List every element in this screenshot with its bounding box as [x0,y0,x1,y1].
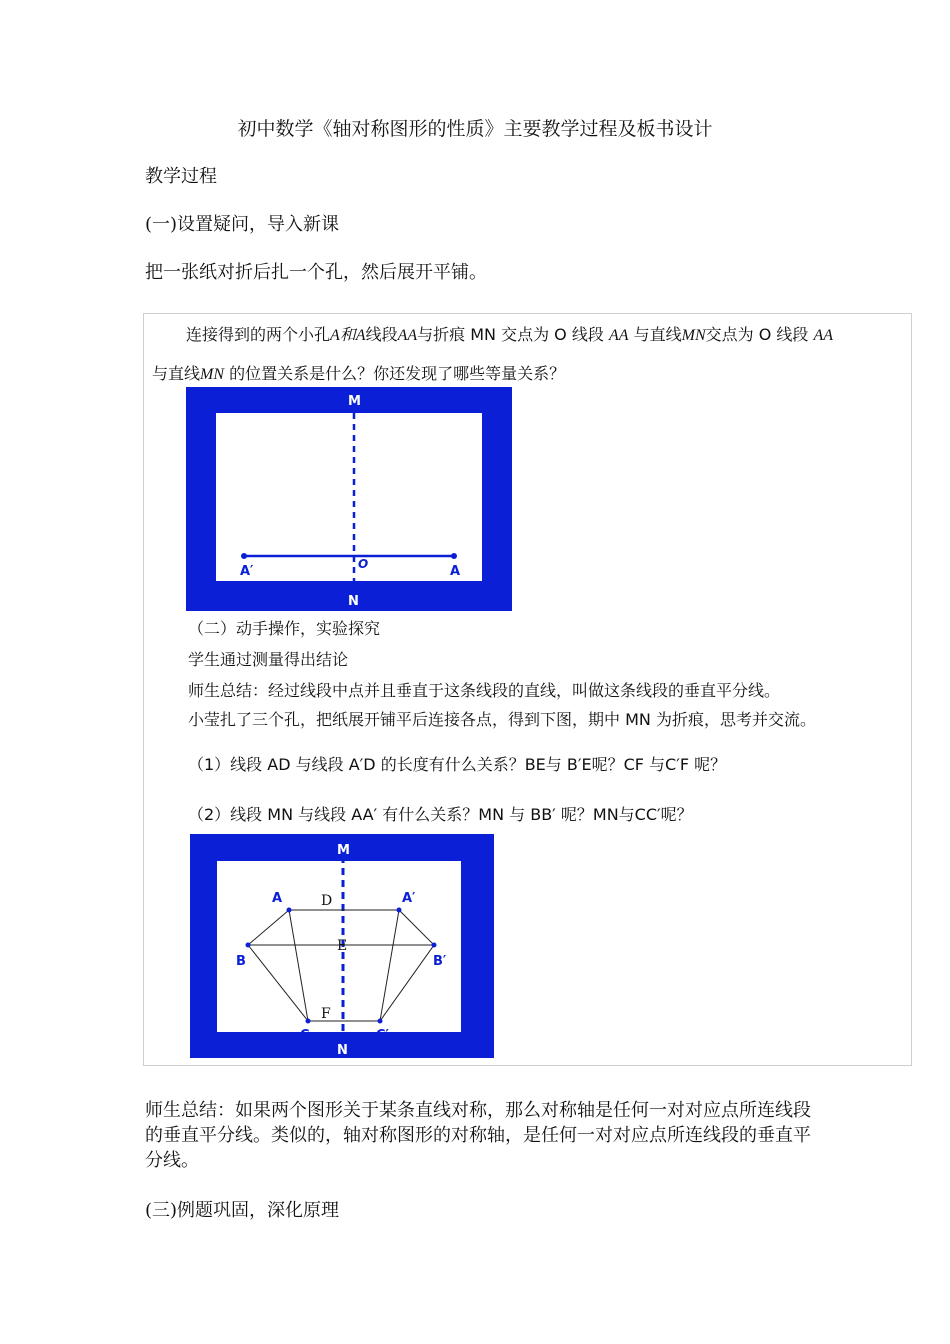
figure2-label-c: C [300,1028,310,1043]
process-heading: 教学过程 [145,166,217,187]
figure2-point-a-prime [397,908,402,913]
q2-text-b: 的位置关系是什么？你还发现了哪些等量关系？ [229,364,566,383]
figure2-label-c-prime: C′ [376,1028,389,1043]
figure1-label-a: A [450,564,461,579]
q1-seg-3: AA [608,327,629,344]
question-1: （1）线段 AD 与线段 A′D 的长度有什么关系？BE与 B′E呢？CF 与C′F 呢？ [188,755,727,774]
q1-text-d: 与直线 [633,325,682,344]
question-line-1 [186,322,833,345]
step2-heading: （二）动手操作，实验探究 [188,619,381,638]
figure2-label-b-prime: B′ [433,954,447,969]
figure2-point-a [287,908,292,913]
q1-text-b: 线段 [365,325,398,344]
q1-seg-4: AA [813,327,834,344]
summary-2: 师生总结：如果两个图形关于某条直线对称，那么对称轴是任何一对对应点所连线段的垂直平分线。类似的，轴对称图形的对称轴，是任何一对对应点所连线段的垂直平分线。 [145,1100,811,1171]
figure2-point-c-prime [378,1019,383,1024]
figure1-label-m: M [348,394,361,409]
document-title: 初中数学《轴对称图形的性质》主要教学过程及板书设计 [237,118,713,140]
figure2-label-b: B [236,954,246,969]
question-line-2 [152,361,565,384]
figure2-label-f: F [321,1006,331,1022]
figure2-point-b [246,943,251,948]
figure2-label-m: M [337,843,350,858]
xiaoying-text: 小莹扎了三个孔，把纸展开铺平后连接各点，得到下图，期中 MN 为折痕，思考并交流。 [188,710,816,729]
fold-figure-1 [186,387,512,611]
question-2: （2）线段 MN 与线段 AA′ 有什么关系？MN 与 BB′ 呢？MN与CC′呢？ [188,805,693,824]
figure2-label-d: D [321,893,333,909]
figure2-point-b-prime [432,943,437,948]
figure2-label-a-prime: A′ [402,891,416,906]
q1-text-e: 交点为 O 线段 [705,325,809,344]
figure2-point-c [306,1019,311,1024]
figure1-point-a [451,553,457,559]
q2-text-a: 与直线 [152,364,201,383]
figure2-label-e: E [337,938,348,954]
q1-seg-2: AA [397,327,418,344]
lesson-screenshot-box [143,313,912,1066]
step1-text: 把一张纸对折后扎一个孔，然后展开平铺。 [145,262,487,283]
figure1-label-o: O [358,557,369,571]
step1-heading: (一)设置疑问，导入新课 [145,214,340,235]
q1-mn: MN [681,327,706,344]
measure-text: 学生通过测量得出结论 [188,650,349,669]
fold-figure-2 [190,834,494,1058]
figure2-label-a: A [272,891,283,906]
q1-text-c: 与折痕 MN 交点为 O 线段 [417,325,604,344]
q1-seg-1: A和A [330,327,366,344]
summary-1: 师生总结：经过线段中点并且垂直于这条线段的直线，叫做这条线段的垂直平分线。 [188,681,781,700]
figure1-label-n: N [348,594,359,609]
figure1-point-a-prime [241,553,247,559]
figure1-label-a-prime: A′ [240,564,254,579]
q2-mn: MN [200,366,225,383]
q1-text-a: 连接得到的两个小孔 [186,325,331,344]
figure2-label-n: N [337,1043,348,1058]
step3-heading: (三)例题巩固，深化原理 [145,1200,340,1221]
